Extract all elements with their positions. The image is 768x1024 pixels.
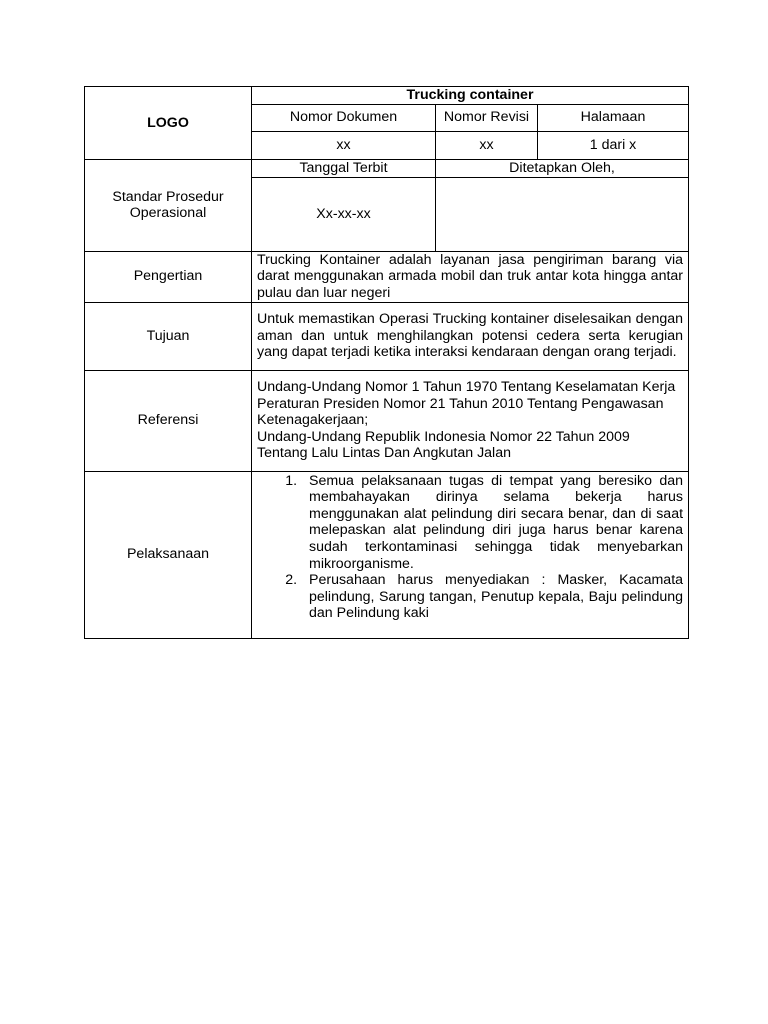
halamaan-value: 1 dari x xyxy=(538,131,689,159)
referensi-item: Undang-Undang Nomor 1 Tahun 1970 Tentang Keselamatan Kerja xyxy=(257,379,676,396)
referensi-list xyxy=(252,370,689,471)
pelaksanaan-step: 2. Perusahaan harus menyediakan : Masker, Kacamata pelindung, Sarung tangan, Penutup kepala, Baju pelindung dan Pelindung kaki xyxy=(301,572,683,622)
tujuan-label: Tujuan xyxy=(85,302,252,370)
referensi-item: Peraturan Presiden Nomor 21 Tahun 2010 Tentang Pengawasan Ketenagakerjaan; xyxy=(257,395,664,429)
tanggal-terbit-value: Xx-xx-xx xyxy=(252,177,436,251)
nomor-dokumen-value: xx xyxy=(252,131,436,159)
tanggal-terbit-header: Tanggal Terbit xyxy=(252,159,436,177)
document-title: Trucking container xyxy=(252,87,689,105)
nomor-revisi-header: Nomor Revisi xyxy=(436,104,538,131)
referensi-item: Undang-Undang Republik Indonesia Nomor 22 Tahun 2009 Tentang Lalu Lintas Dan Angkutan Jalan xyxy=(257,428,630,462)
nomor-dokumen-header: Nomor Dokumen xyxy=(252,104,436,131)
pengertian-label: Pengertian xyxy=(85,251,252,302)
ditetapkan-oleh-header: Ditetapkan Oleh, xyxy=(436,159,689,177)
doc-type-label: Standar Prosedur Operasional xyxy=(85,159,252,251)
pelaksanaan-steps xyxy=(252,471,689,638)
referensi-label: Referensi xyxy=(85,370,252,471)
pengertian-text: Trucking Kontainer adalah layanan jasa pengiriman barang via darat menggunakan armada mobil dan truk antar kota hingga antar pulau dan luar negeri xyxy=(252,251,689,302)
nomor-revisi-value: xx xyxy=(436,131,538,159)
tujuan-text: Untuk memastikan Operasi Trucking kontainer diselesaikan dengan aman dan untuk menghilangkan potensi cedera serta kerugian yang dapat terjadi ketika interaksi kendaraan dengan orang terjadi. xyxy=(252,302,689,370)
ditetapkan-oleh-signature-area xyxy=(436,177,689,251)
pelaksanaan-step: 1. Semua pelaksanaan tugas di tempat yang beresiko dan membahayakan dirinya selama bekerja harus menggunakan alat pelindung diri secara benar, dan di saat melepaskan alat pelindung diri juga harus benar karena sudah terkontaminasi sehingga tidak menyebarkan mikroorganisme. xyxy=(301,473,683,573)
pelaksanaan-list xyxy=(257,473,683,622)
sop-table xyxy=(84,86,689,639)
halamaan-header: Halamaan xyxy=(538,104,689,131)
logo-placeholder: LOGO xyxy=(85,87,252,160)
pelaksanaan-label: Pelaksanaan xyxy=(85,471,252,638)
